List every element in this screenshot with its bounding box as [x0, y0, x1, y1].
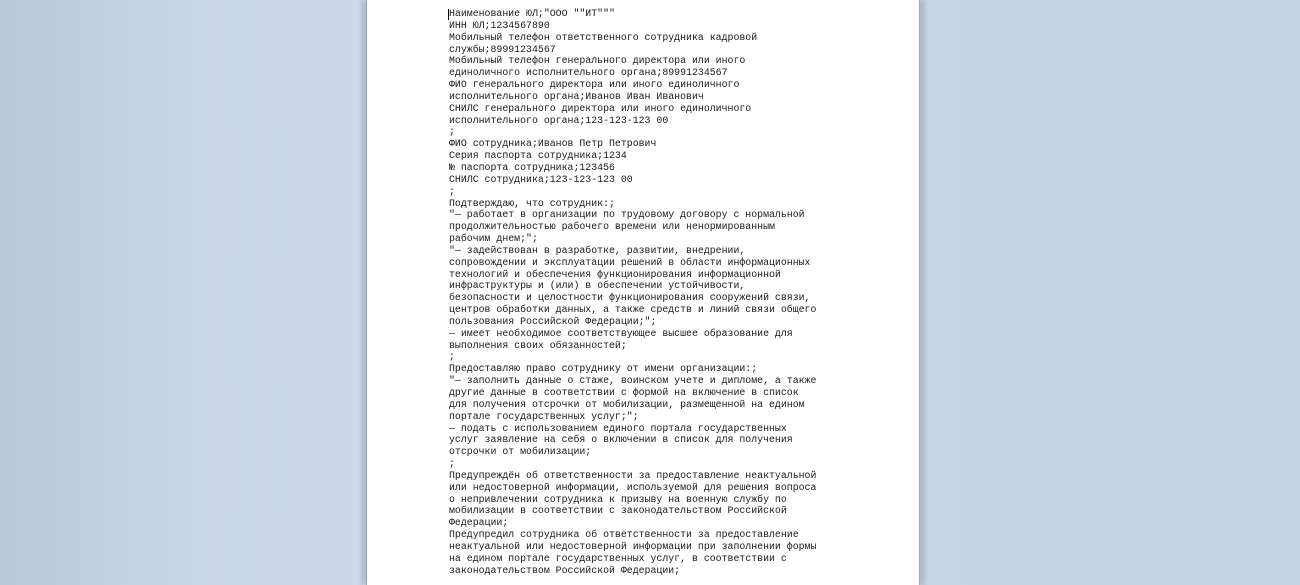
- text-line: технологий и обеспечения функционирования информационной: [449, 268, 781, 280]
- text-line: Подтверждаю, что сотрудник:;: [449, 197, 615, 209]
- text-line: Наименование ЮЛ;"ООО ""ИТ""": [449, 8, 615, 19]
- text-line: инфраструктуры и (или) в обеспечении устойчивости,: [449, 280, 746, 292]
- text-line: мобилизации в соответствии с законодательством Российской: [449, 505, 787, 517]
- text-line: на едином портале государственных услуг, в соответствии с: [449, 552, 787, 564]
- text-line: ;: [449, 351, 455, 363]
- text-line: службы;89991234567: [449, 43, 556, 55]
- text-line: Предупреждён об ответственности за предоставление неактуальной: [449, 469, 817, 481]
- document-body[interactable]: [449, 8, 849, 577]
- text-line: ИНН ЮЛ;1234567890: [449, 19, 550, 31]
- text-line: другие данные в соответствии с формой на включение в список: [449, 387, 799, 398]
- text-line: услуг заявление на себя о включении в список для получения: [449, 434, 793, 446]
- text-line: о непривлечении сотрудника к призыву на военную службу по: [449, 493, 787, 505]
- text-line: ФИО генерального директора или иного единоличного: [449, 79, 740, 91]
- text-line: Мобильный телефон ответственного сотрудника кадровой: [449, 31, 758, 43]
- text-line: № паспорта сотрудника;123456: [449, 161, 615, 173]
- text-line: неактуальной или недостоверной информации при заполнении формы: [449, 540, 817, 552]
- text-line: продолжительностью рабочего времени или ненормированным: [449, 221, 775, 233]
- text-line: исполнительного органа;Иванов Иван Иванович: [449, 90, 704, 102]
- text-line: Предупредил сотрудника об ответственности за предоставление: [449, 529, 799, 541]
- text-line: Предоставляю право сотруднику от имени организации:;: [449, 363, 758, 375]
- text-line: безопасности и целостности функционирования сооружений связи,: [449, 292, 811, 304]
- text-line: сопровождении и эксплуатации решений в области информационных: [449, 256, 811, 268]
- text-line: — имеет необходимое соответствующее высшее образование для: [449, 327, 793, 339]
- text-line: ;: [449, 185, 455, 197]
- text-line: ;: [449, 126, 455, 138]
- text-line: СНИЛС сотрудника;123-123-123 00: [449, 173, 633, 185]
- text-line: пользования Российской Федерации;";: [449, 315, 657, 327]
- text-line: выполнения своих обязанностей;: [449, 339, 627, 351]
- text-line: отсрочки от мобилизации;: [449, 446, 592, 458]
- text-line: ;: [449, 458, 455, 470]
- text-line: или недостоверной информации, используемой для решения вопроса: [449, 481, 817, 493]
- document-page[interactable]: [366, 0, 920, 585]
- text-line: единоличного исполнительного органа;89991234567: [449, 67, 728, 79]
- text-line: ФИО сотрудника;Иванов Петр Петрович: [449, 138, 657, 150]
- text-line: для получения отсрочки от мобилизации, размещенной на едином: [449, 398, 805, 410]
- text-line: Мобильный телефон генерального директора или иного: [449, 55, 746, 67]
- text-line: исполнительного органа;123-123-123 00: [449, 114, 669, 126]
- text-line: Серия паспорта сотрудника;1234: [449, 150, 627, 162]
- text-line: рабочим днем;";: [449, 233, 538, 245]
- text-line: центров обработки данных, а также средств и линий связи общего: [449, 304, 817, 316]
- text-line: — подать с использованием единого портала государственных: [449, 422, 787, 434]
- text-line: законодательством Российской Федерации;: [449, 564, 681, 576]
- text-line: портале государственных услуг;";: [449, 410, 639, 422]
- text-line: "— задействован в разработке, развитии, внедрении,: [449, 244, 746, 256]
- text-line: Федерации;: [449, 517, 509, 529]
- text-line: "— работает в организации по трудовому договору с нормальной: [449, 209, 805, 221]
- text-line: СНИЛС генерального директора или иного единоличного: [449, 102, 752, 114]
- text-line: "— заполнить данные о стаже, воинском учете и дипломе, а также: [449, 375, 817, 387]
